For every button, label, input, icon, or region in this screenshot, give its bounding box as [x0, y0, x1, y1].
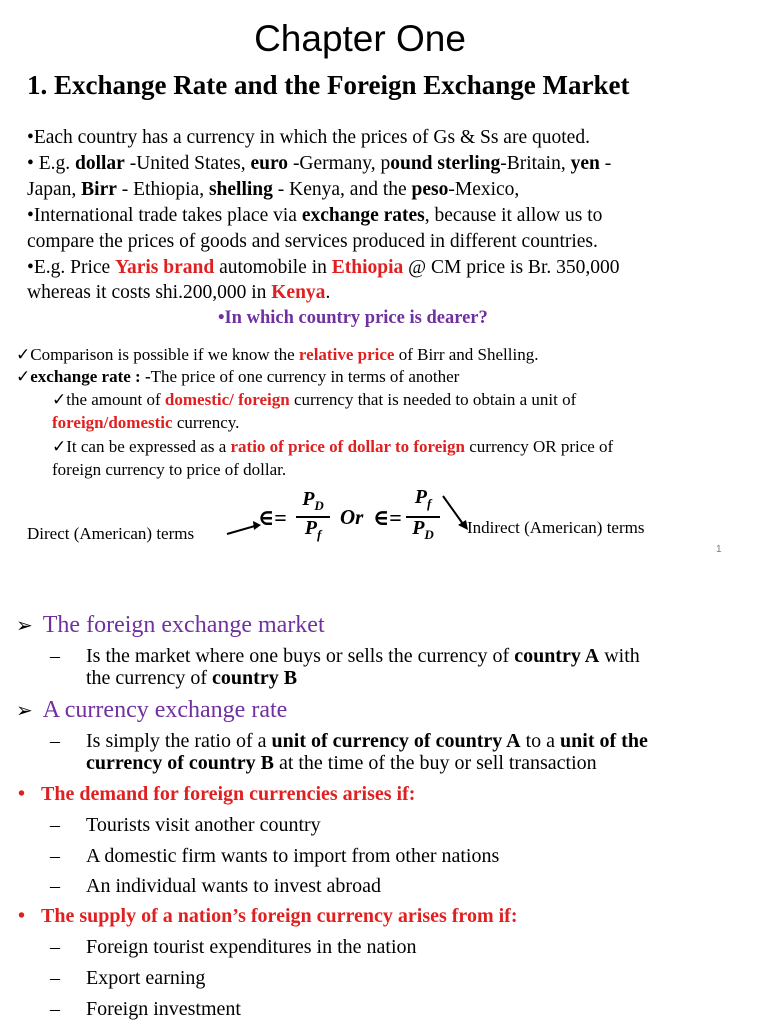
- check-line: foreign currency to price of dollar.: [52, 460, 287, 479]
- text-line: – Is the market where one buys or sells the currency of country A with: [50, 645, 640, 667]
- fraction-denominator: $P_D$: [412, 517, 434, 542]
- list-item: – Foreign investment: [50, 998, 241, 1020]
- epsilon-symbol: ∈=: [258, 505, 287, 530]
- epsilon-symbol: ∈=: [373, 505, 402, 530]
- check-line: ✓exchange rate : -The price of one currency in terms of another: [16, 367, 460, 386]
- section-currency-exchange-rate: ➢ A currency exchange rate: [16, 697, 288, 723]
- check-line: ✓Comparison is possible if we know the relative price of Birr and Shelling.: [16, 345, 539, 364]
- text-line: whereas it costs shi.200,000 in Kenya.: [27, 282, 331, 303]
- text-line: •International trade takes place via exchange rates, because it allow us to: [27, 205, 603, 226]
- list-item: – Export earning: [50, 967, 206, 989]
- text-line: •Each country has a currency in which the prices of Gs & Ss are quoted.: [27, 127, 590, 148]
- question-line: •In which country price is dearer?: [218, 308, 488, 328]
- list-item: – Tourists visit another country: [50, 814, 321, 836]
- check-line: ✓It can be expressed as a ratio of price of dollar to foreign currency OR price of: [52, 437, 614, 456]
- chapter-title: Chapter One: [254, 18, 466, 59]
- text-line: – Is simply the ratio of a unit of currency of country A to a unit of the: [50, 730, 648, 752]
- fraction-numerator: $P_D$: [302, 488, 324, 513]
- text-line: • E.g. dollar -United States, euro -Germany, pound sterling-Britain, yen -: [27, 153, 612, 174]
- fraction-denominator: $P_f$: [304, 517, 322, 542]
- list-item: – A domestic firm wants to import from other nations: [50, 845, 500, 867]
- list-item: – An individual wants to invest abroad: [50, 875, 381, 897]
- indirect-terms-label: Indirect (American) terms: [467, 518, 645, 537]
- page-number: 1: [716, 544, 722, 555]
- demand-title: • The demand for foreign currencies arises if:: [18, 783, 416, 805]
- check-line: foreign/domestic currency.: [52, 413, 240, 432]
- section-heading: 1. Exchange Rate and the Foreign Exchange Market: [27, 70, 630, 100]
- or-label: Or: [340, 505, 364, 529]
- text-line: •E.g. Price Yaris brand automobile in Ethiopia @ CM price is Br. 350,000: [27, 257, 620, 278]
- list-item: – Foreign tourist expenditures in the nation: [50, 936, 417, 958]
- text-line: currency of country B at the time of the buy or sell transaction: [86, 752, 597, 774]
- arrow-bullet-icon: ➢: [16, 700, 33, 722]
- supply-title: • The supply of a nation’s foreign currency arises from if:: [18, 905, 518, 927]
- section-the-foreign-exchange-market: ➢ The foreign exchange market: [16, 612, 325, 638]
- check-line: ✓the amount of domestic/ foreign currency that is needed to obtain a unit of: [52, 390, 577, 409]
- arrow-bullet-icon: ➢: [16, 615, 33, 637]
- direct-terms-label: Direct (American) terms: [27, 524, 195, 543]
- fraction-numerator: $P_f$: [414, 486, 432, 511]
- text-line: the currency of country B: [86, 667, 298, 689]
- text-line: compare the prices of goods and services produced in different countries.: [27, 231, 598, 252]
- text-line: Japan, Birr - Ethiopia, shelling - Kenya, and the peso-Mexico,: [27, 179, 520, 200]
